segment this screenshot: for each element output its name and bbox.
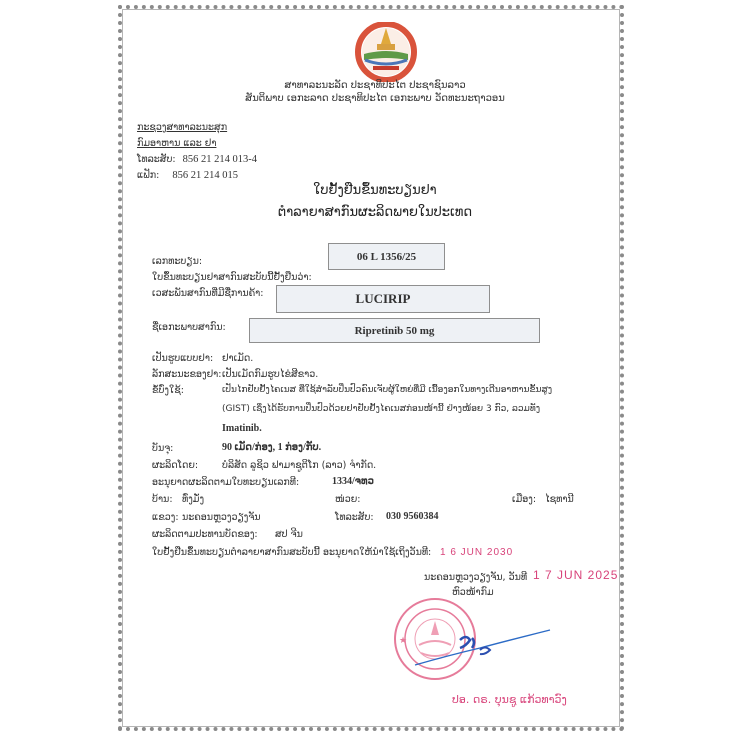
license-label: ອະນຸຍາດຜະລິດຕາມໃບທະບຽນເລກທີ: bbox=[152, 477, 300, 488]
indication-line-1: ເປັນໄກຢັບຢັ້ງໄຄເນສ ທີ່ໃຊ້ສຳລັບປິ່ນປົວຄົນເຈັບຜູ້ໃຫຍ່ທີ່ມີ ເນື້ອງອກໃນທາງເດີນອາຫານຂັ້ນສູງ bbox=[222, 385, 553, 395]
validity-text: ໃບຢັ້ງຢືນຂຶ້ນທະບຽນຕຳລາຍາສາກົນສະບັບນີ້ ອະນຸຍາດໃຫ້ນຳໃຊ້ເຖິງວັນທີ: bbox=[152, 547, 432, 558]
fax-row bbox=[137, 170, 238, 181]
village-label: ບ້ານ: bbox=[152, 494, 173, 505]
certificate-title-line-1: ໃບຢັ້ງຢືນຂຶ້ນທະບຽນຢາ bbox=[313, 183, 437, 198]
phone-row bbox=[137, 154, 257, 165]
village-value: ທົ່ງມັ່ງ bbox=[182, 494, 205, 505]
origin-value: ສປ ຈີນ bbox=[275, 529, 303, 540]
district-value: ໄຊທານີ bbox=[545, 494, 574, 505]
certify-text: ໃບຂຶ້ນທະບຽນຢາສາກົນສະບັບນີ້ຢັ້ງຢືນວ່າ: bbox=[152, 272, 312, 283]
header-line-1: ສາທາລະນະລັດ ປະຊາທິປະໄຕ ປະຊາຊົນລາວ bbox=[284, 80, 466, 91]
indication-label: ຂໍ້ບົ່ງໃຊ້: bbox=[152, 385, 184, 396]
validity-date-stamp: 1 6 JUN 2030 bbox=[440, 547, 514, 558]
phone-value: 856 21 214 013-4 bbox=[182, 154, 257, 165]
department-name: ກົມອາຫານ ແລະ ຢາ bbox=[137, 138, 217, 149]
signature-icon bbox=[410, 620, 560, 670]
origin-label: ຜະລິດຕາມປະທານບັດຂອງ: bbox=[152, 529, 258, 540]
province-label: ແຂວງ: bbox=[152, 512, 179, 523]
appearance-value: ເປັນເມັດກົມຮູບໄຂ່ສີຂາວ. bbox=[222, 369, 319, 380]
tel-label: ໂທລະສັບ: bbox=[335, 512, 374, 523]
place-date-text: ນະຄອນຫຼວງວຽງຈັນ, ວັນທີ bbox=[424, 572, 528, 583]
appearance-label: ລັກສະນະຂອງຢາ: bbox=[152, 369, 222, 380]
certificate-title-line-2: ຕຳລາຍາສາກົນຜະລິດພາຍໃນປະເທດ bbox=[277, 205, 473, 220]
brand-name-label: ເວສະພັນສາກົນທີ່ມີຊື່ການຄ້າ: bbox=[152, 288, 264, 299]
unit-label: ໜ່ວຍ: bbox=[335, 494, 361, 505]
issue-date-stamp: 1 7 JUN 2025 bbox=[533, 568, 619, 582]
province-value: ນະຄອນຫຼວງວຽງຈັນ bbox=[182, 512, 261, 523]
indication-line-3: Imatinib. bbox=[222, 423, 262, 434]
signer-name: ປອ. ດຣ. ບຸນຊູ ແກ້ວທາວົງ bbox=[452, 693, 567, 706]
lao-national-emblem-icon bbox=[353, 22, 419, 82]
district-label: ເມືອງ: bbox=[512, 494, 537, 505]
manufacturer-label: ຜະລິດໂດຍ: bbox=[152, 460, 199, 471]
registration-number-box: 06 L 1356/25 bbox=[328, 243, 445, 270]
manufacturer-value: ບໍລິສັດ ລູຊິວ ຟາມາຊູຕິໂກ (ລາວ) ຈຳກັດ. bbox=[222, 460, 377, 471]
packing-label: ບັນຈຸ: bbox=[152, 443, 174, 454]
ministry-name: ກະຊວງສາທາລະນະສຸກ bbox=[137, 122, 228, 133]
header-line-2: ສັນຕິພາບ ເອກະລາດ ປະຊາທິປະໄຕ ເອກະພາບ ວັດທະນະຖາວອນ bbox=[245, 93, 505, 104]
fax-label: ແຟັກ: bbox=[137, 170, 160, 181]
registration-number-label: ເລກທະບຽນ: bbox=[152, 256, 203, 267]
indication-line-2: (GIST) ເຊິ່ງໄດ້ຮັບການປິ່ນປົວດ້ວຍຢາຢັບຢັ້ງໄຄເນສກ່ອນໜ້ານີ້ ຢ່າງໜ້ອຍ 3 ກົວ, ລວມທັງ bbox=[222, 404, 541, 414]
dosage-form-label: ເປັນຮູບແບບຢາ: bbox=[152, 353, 214, 364]
phone-label: ໂທລະສັບ: bbox=[137, 154, 176, 165]
svg-text:★: ★ bbox=[399, 636, 408, 646]
generic-name-label: ຊື່ເອກະພາບສາກົນ: bbox=[152, 322, 226, 333]
license-value: 1334/ຈທວ bbox=[332, 476, 374, 487]
tel-value: 030 9560384 bbox=[386, 511, 439, 522]
dosage-form-value: ຢາເມັດ. bbox=[222, 353, 254, 364]
fax-value: 856 21 214 015 bbox=[172, 170, 238, 181]
packing-value: 90 ເມັດ/ກ່ອງ, 1 ກ່ອງ/ກັບ. bbox=[222, 442, 322, 453]
generic-name-box: Ripretinib 50 mg bbox=[249, 318, 540, 343]
brand-name-box: LUCIRIP bbox=[276, 285, 490, 313]
signer-role: ຫົວໜ້າກົມ bbox=[452, 587, 494, 598]
